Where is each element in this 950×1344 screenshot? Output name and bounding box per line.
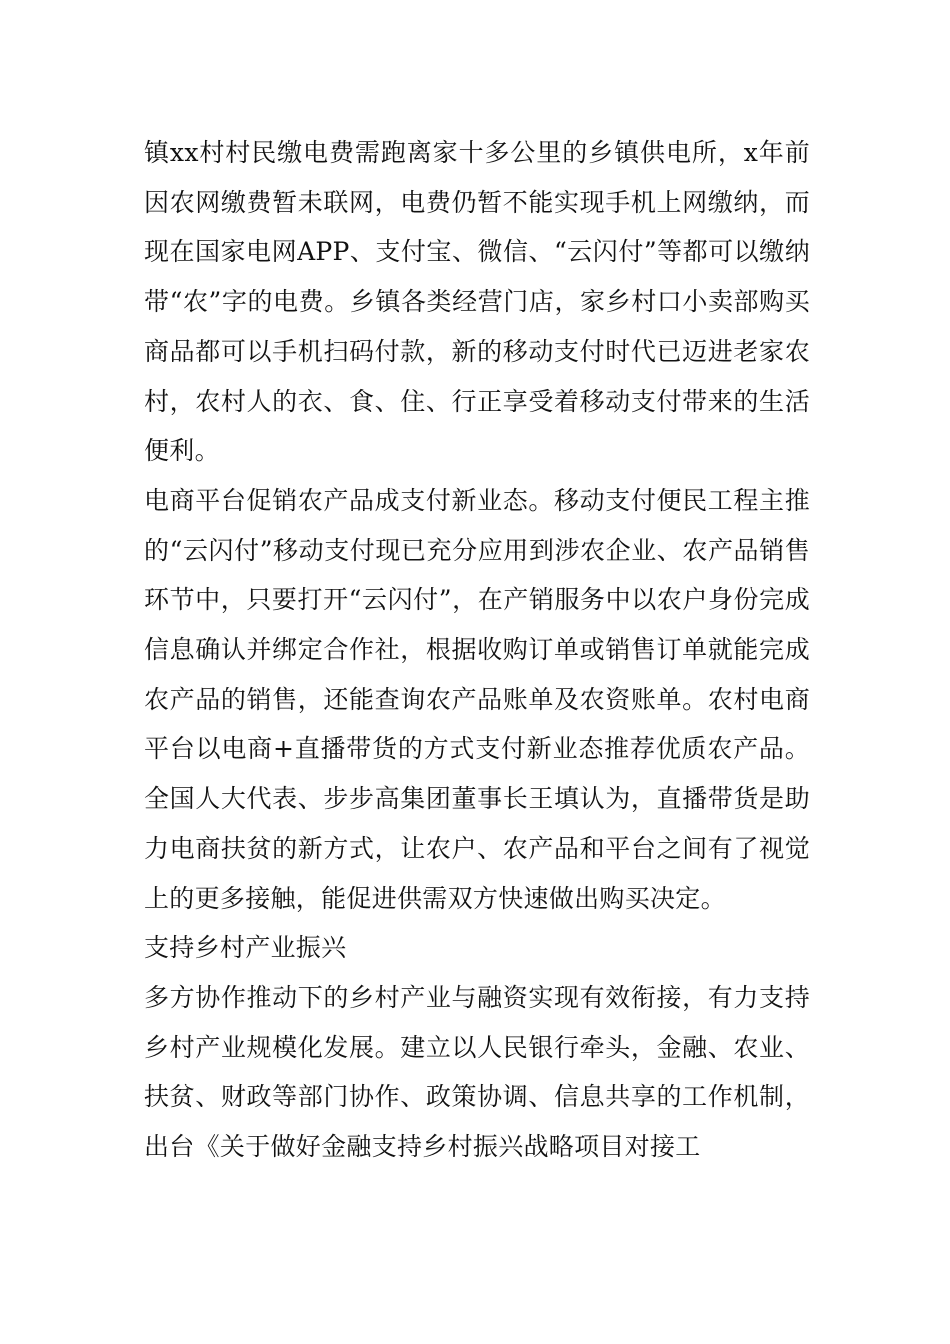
section-heading: 支持乡村产业振兴 bbox=[144, 933, 347, 963]
paragraph-industry-financing: 多方协作推动下的乡村产业与融资实现有效衔接，有力支持乡村产业规模化发展。建立以人民银行牵头，金融、农业、扶贫、财政等部门协作、政策协调、信息共享的工作机制，出台《关于做好金融支持乡村振兴战略项目对接工 bbox=[144, 982, 810, 1162]
paragraph-rural-payment: 镇xx村村民缴电费需跑离家十多公里的乡镇供电所，x年前因农网缴费暂未联网，电费仍暂不能实现手机上网缴纳，而现在国家电网APP、支付宝、微信、“云闪付”等都可以缴纳带“农”字的电费。乡镇各类经营门店，家乡村口小卖部购买商品都可以手机扫码付款，新的移动支付时代已迈进老家农村，农村人的衣、食、住、行正享受着移动支付带来的生活便利。 bbox=[144, 138, 810, 466]
document-body bbox=[144, 128, 810, 1172]
paragraph-ecommerce-payment: 电商平台促销农产品成支付新业态。移动支付便民工程主推的“云闪付”移动支付现已充分应用到涉农企业、农产品销售环节中，只要打开“云闪付”，在产销服务中以农户身份完成信息确认并绑定合作社，根据收购订单或销售订单就能完成农产品的销售，还能查询农产品账单及农资账单。农村电商平台以电商+直播带货的方式支付新业态推荐优质农产品。全国人大代表、步步高集团董事长王填认为，直播带货是助力电商扶贫的新方式，让农户、农产品和平台之间有了视觉上的更多接触，能促进供需双方快速做出购买决定。 bbox=[144, 485, 810, 913]
